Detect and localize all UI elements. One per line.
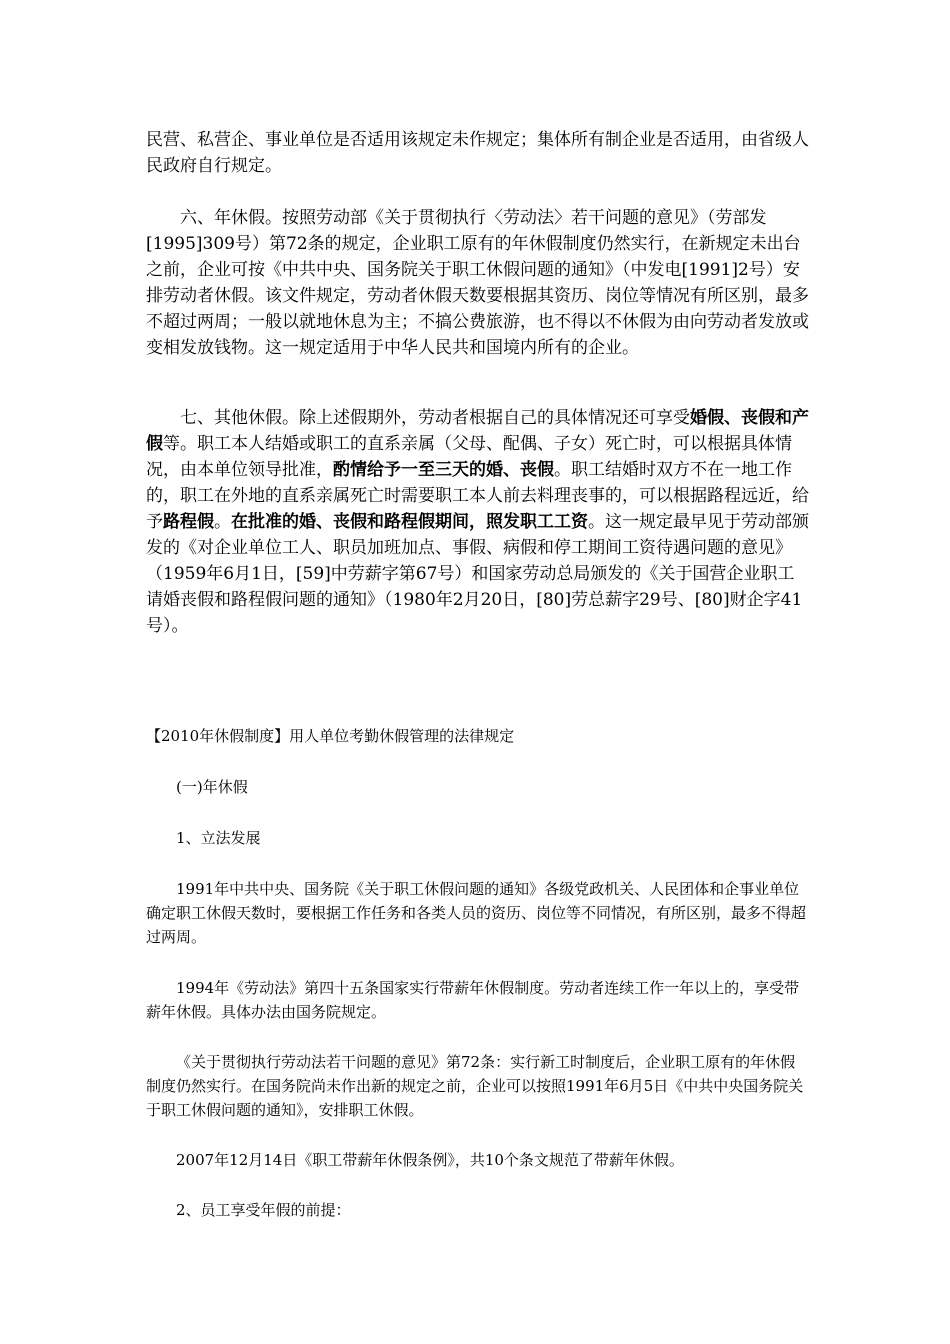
bold-text: 酌情给予一至三天的婚、丧假 <box>333 460 554 480</box>
paragraph-1991: 1991年中共中央、国务院《关于职工休假问题的通知》各级党政机关、人民团体和企事业单位确定职工休假天数时，要根据工作任务和各类人员的资历、岗位等不同情况，有所区别，最多不得超过两周。 <box>146 880 807 946</box>
paragraph-annual-leave: 六、年休假。按照劳动部《关于贯彻执行〈劳动法〉若干问题的意见》（劳部发[1995]309号）第72条的规定，企业职工原有的年休假制度仍然实行，在新规定未出台之前，企业可按《中共中央、国务院关于职工休假问题的通知》（中发电[1991]2号）安排劳动者休假。该文件规定，劳动者休假天数要根据其资历、岗位等情况有所区别，最多不超过两周；一般以就地休息为主；不搞公费旅游，也不得以不休假为由向劳动者发放或变相发放钱物。这一规定适用于中华人民共和国境内所有的企业。 <box>146 208 809 358</box>
section-heading-2010: 【2010年休假制度】用人单位考勤休假管理的法律规定 <box>146 727 515 745</box>
text-span: 。这一规定最早见于劳动部颁发的《对企业单位工人、职员加班加点、事假、病假和停工期间工资待遇问题的意见》（1959年6月1日，[59]中劳薪字第67号）和国家劳动总局颁发的《关于国营企业职工请婚丧假和路程假问题的通知》（1980年2月20日，[80]劳总薪字29号、[80]财企字41号）。 <box>146 512 809 636</box>
bold-text: 在批准的婚、丧假和路程假期间，照发职工工资 <box>231 512 588 532</box>
subheading-annual-leave: (一)年休假 <box>176 778 248 796</box>
text-span: 。职工结婚时双方不在一地工作的，职工在外地的直系亲属死亡时需要职工本人前去料理丧事的，可以根据路程远近，给予 <box>146 460 809 532</box>
subheading-legislative-development: 1、立法发展 <box>176 829 261 847</box>
paragraph-article-72: 《关于贯彻执行劳动法若干问题的意见》第72条：实行新工时制度后，企业职工原有的年休假制度仍然实行。在国务院尚未作出新的规定之前，企业可以按照1991年6月5日《中共中央国务院关于职工休假问题的通知》，安排职工休假。 <box>146 1053 804 1119</box>
subheading-premise: 2、员工享受年假的前提： <box>176 1201 351 1219</box>
bold-text: 婚假、丧假和产假 <box>146 408 809 454</box>
paragraph-intro: 民营、私营企、事业单位是否适用该规定未作规定；集体所有制企业是否适用，由省级人民政府自行规定。 <box>146 130 809 176</box>
paragraph-1994: 1994年《劳动法》第四十五条国家实行带薪年休假制度。劳动者连续工作一年以上的，享受带薪年休假。具体办法由国务院规定。 <box>146 979 800 1021</box>
text-span: 七、其他休假。除上述假期外，劳动者根据自己的具体情况还可享受 <box>180 408 690 428</box>
text-span: 。 <box>214 512 231 532</box>
text-span: 等。职工本人结婚或职工的直系亲属（父母、配偶、子女）死亡时，可以根据具体情况，由本单位领导批准， <box>146 434 792 480</box>
bold-text: 路程假 <box>163 512 214 532</box>
paragraph-2007: 2007年12月14日《职工带薪年休假条例》，共10个条文规范了带薪年休假。 <box>176 1151 684 1169</box>
paragraph-other-leave <box>146 405 810 639</box>
